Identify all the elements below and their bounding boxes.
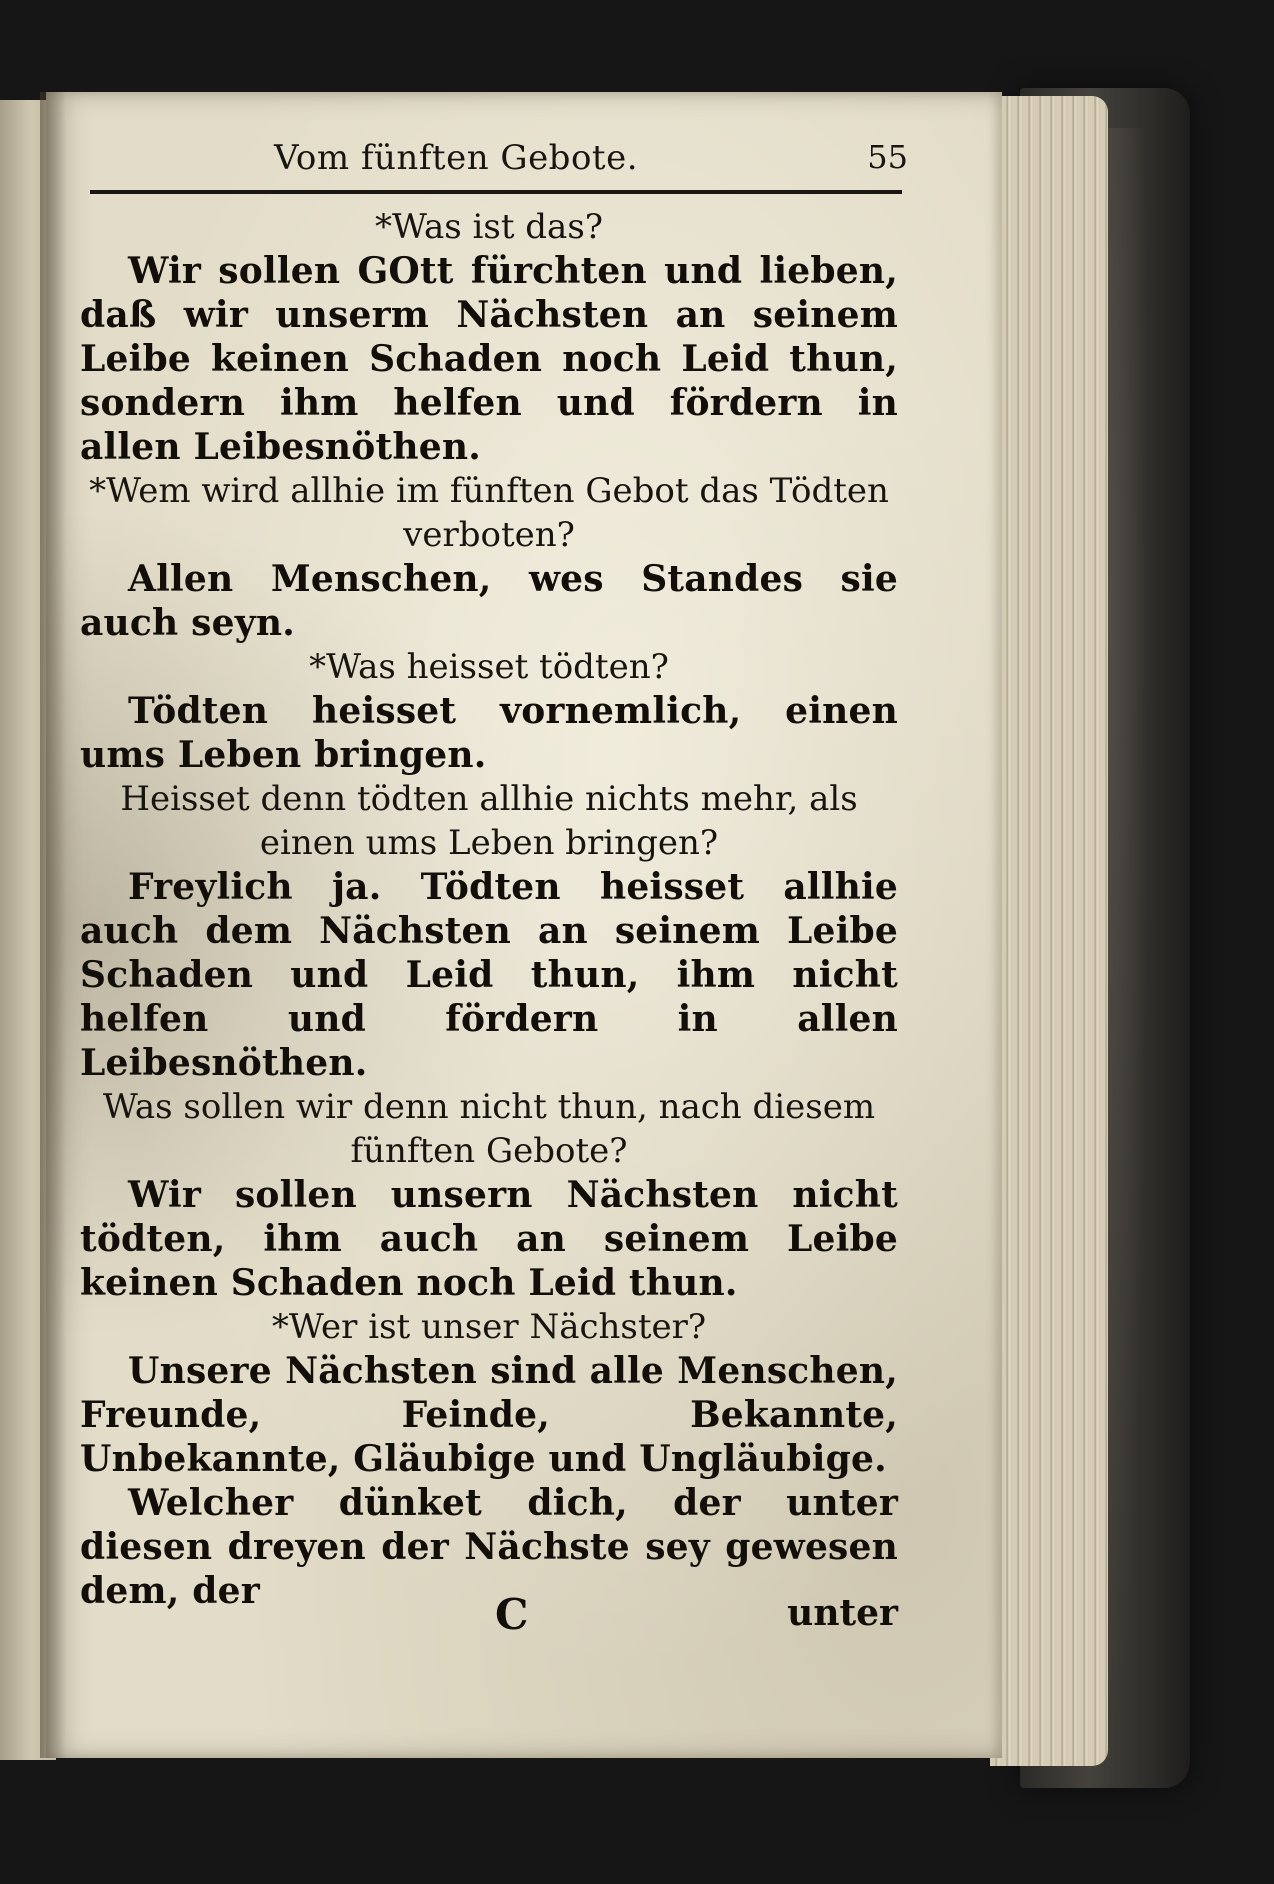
- page-number: 55: [867, 138, 908, 176]
- answer: Wir sollen GOtt fürchten und lieben, daß wir unserm Nächsten an seinem Leibe keinen Schaden noch Leid thun, sondern ihm helfen und fördern in allen Leibesnöthen.: [80, 250, 898, 468]
- page-edges: [990, 96, 1108, 1766]
- answer: Freylich ja. Tödten heisset allhie auch dem Nächsten an seinem Leibe Schaden und Leid thun, ihm nicht helfen und fördern in allen Leibesnöthen.: [80, 866, 898, 1084]
- header-rule: [90, 190, 902, 194]
- catchword: unter: [787, 1592, 898, 1634]
- question: *Was heisset tödten?: [309, 647, 669, 687]
- question: *Was ist das?: [374, 207, 604, 247]
- question: Was sollen wir denn nicht thun, nach diesem fünften Gebote?: [102, 1087, 876, 1171]
- signature-mark: C: [495, 1590, 529, 1639]
- page-header: [86, 138, 908, 198]
- answer: Wir sollen unsern Nächsten nicht tödten, ihm auch an seinem Leibe keinen Schaden noch Leid thun.: [80, 1174, 898, 1304]
- answer: Unsere Nächsten sind alle Menschen, Freunde, Feinde, Bekannte, Unbekannte, Gläubige und Ungläubige.: [80, 1350, 898, 1480]
- page-gutter: [40, 92, 66, 1758]
- question: *Wem wird allhie im fünften Gebot das Tödten verboten?: [89, 471, 889, 555]
- text-block: [80, 205, 898, 1613]
- answer: Welcher dünket dich, der unter diesen dreyen der Nächste sey gewesen dem, der: [80, 1482, 898, 1612]
- question: *Wer ist unser Nächster?: [271, 1307, 707, 1347]
- answer: Allen Menschen, wes Standes sie auch seyn.: [80, 558, 898, 644]
- question: Heisset denn tödten allhie nichts mehr, als einen ums Leben bringen?: [120, 779, 858, 863]
- running-head: Vom fünften Gebote.: [274, 138, 639, 178]
- answer: Tödten heisset vornemlich, einen ums Leben bringen.: [80, 690, 898, 776]
